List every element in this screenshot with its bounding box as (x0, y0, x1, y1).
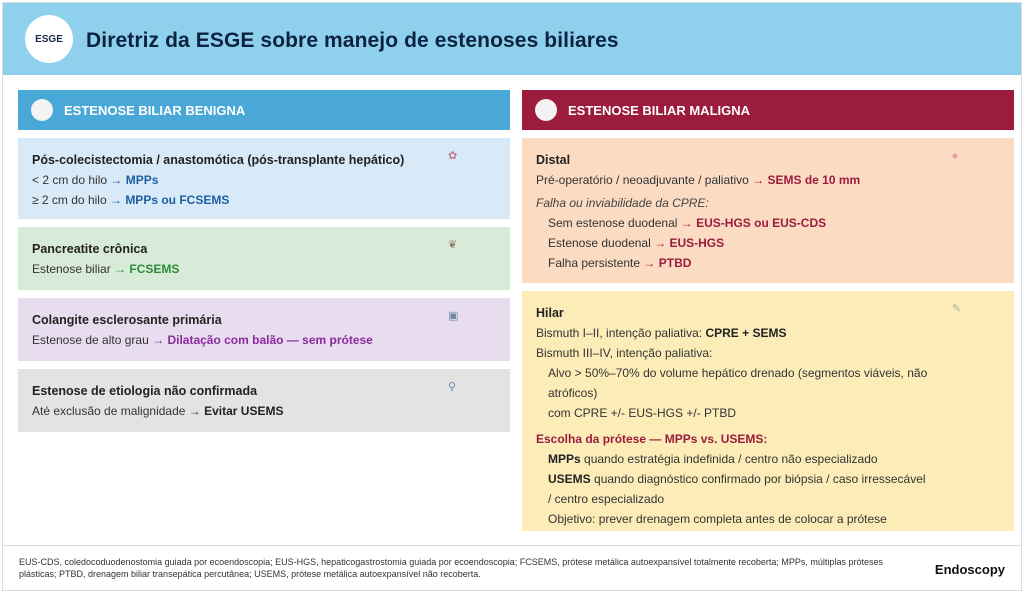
card-line: Até exclusão de malignidade → Evitar USEMS (32, 404, 284, 418)
card-line: Estenose de alto grau → Dilatação com balão — sem prótese (32, 333, 373, 347)
footer (3, 545, 1021, 590)
card-line: Objetivo: prever drenagem completa antes de colocar a prótese (548, 512, 887, 526)
magnifier-icon: ⚲ (448, 381, 457, 393)
card-line: Bismuth III–IV, intenção paliativa: (536, 346, 713, 360)
card-title: Pós-colecistectomia / anastomótica (pós-transplante hepático) (32, 153, 405, 167)
card-line: Estenose duodenal → EUS-HGS (548, 236, 725, 250)
page-title: Diretriz da ESGE sobre manejo de estenoses biliares (86, 29, 619, 52)
endoscopy-brand: Endoscopy (934, 562, 1005, 577)
esge-logo: ESGE (25, 15, 73, 63)
card-title: Distal (536, 153, 571, 167)
card-line: com CPRE +/- EUS-HGS +/- PTBD (548, 406, 737, 420)
header (3, 3, 1021, 75)
card-line: Alvo > 50%–70% do volume hepático drenado (segmentos viáveis, não atróficos) (548, 366, 928, 400)
benign-heading: ESTENOSE BILIAR BENIGNA (64, 102, 246, 118)
card-title: Hilar (536, 306, 564, 320)
card-line: Pré-operatório / neoadjuvante / paliativo → SEMS de 10 mm (536, 173, 861, 187)
card-line: Estenose biliar → FCSEMS (32, 262, 180, 276)
malignant-column-header (522, 90, 1014, 130)
xray-icon: ▣ (448, 310, 459, 322)
benign-card-chronic-pancreatitis (18, 227, 510, 290)
benign-column-header (18, 90, 510, 130)
card-title: Colangite esclerosante primária (32, 313, 222, 327)
distal-subheading: Falha ou inviabilidade da CPRE: (536, 196, 709, 210)
choice-heading: Escolha da prótese — MPPs vs. USEMS: (536, 432, 768, 446)
pancreas-icon: ❦ (448, 239, 458, 251)
card-line: Falha persistente → PTBD (548, 256, 692, 270)
malignant-card-hilar (522, 291, 1014, 531)
card-title: Pancreatite crônica (32, 242, 148, 256)
card-title: Estenose de etiologia não confirmada (32, 384, 258, 398)
malignant-heading: ESTENOSE BILIAR MALIGNA (568, 102, 751, 118)
tool-icon: ✎ (952, 303, 962, 315)
liver-icon: ✿ (448, 150, 458, 162)
benign-card-unconfirmed (18, 369, 510, 432)
card-line: Bismuth I–II, intenção paliativa: CPRE + SEMS (536, 326, 787, 340)
circle-icon (535, 99, 557, 121)
card-line: ≥ 2 cm do hilo → MPPs ou FCSEMS (32, 193, 230, 207)
benign-card-post-cholecystectomy (18, 138, 510, 219)
card-line: < 2 cm do hilo → MPPs (32, 173, 159, 187)
abbreviations-note: EUS-CDS, coledocoduodenostomia guiada por ecoendoscopia; EUS-HGS, hepaticogastrostomia guiada por ecoendoscopia; FCSEMS, prótese metálica autoexpansível totalmente recoberta; MPPs, múltiplas próteses plásticas; PTBD, drenagem biliar transepática percutânea; USEMS, prótese metálica autoexpansível não recoberta. (19, 557, 883, 579)
malignant-card-distal (522, 138, 1014, 283)
card-line: MPPs quando estratégia indefinida / centro não especializado (548, 452, 878, 466)
card-line: Sem estenose duodenal → EUS-HGS ou EUS-CDS (548, 216, 827, 230)
lungs-icon: ♠ (952, 150, 958, 162)
circle-icon (31, 99, 53, 121)
card-line: USEMS quando diagnóstico confirmado por biópsia / caso irressecável / centro especializado (548, 472, 926, 506)
benign-card-psc (18, 298, 510, 361)
infographic (2, 2, 1022, 591)
